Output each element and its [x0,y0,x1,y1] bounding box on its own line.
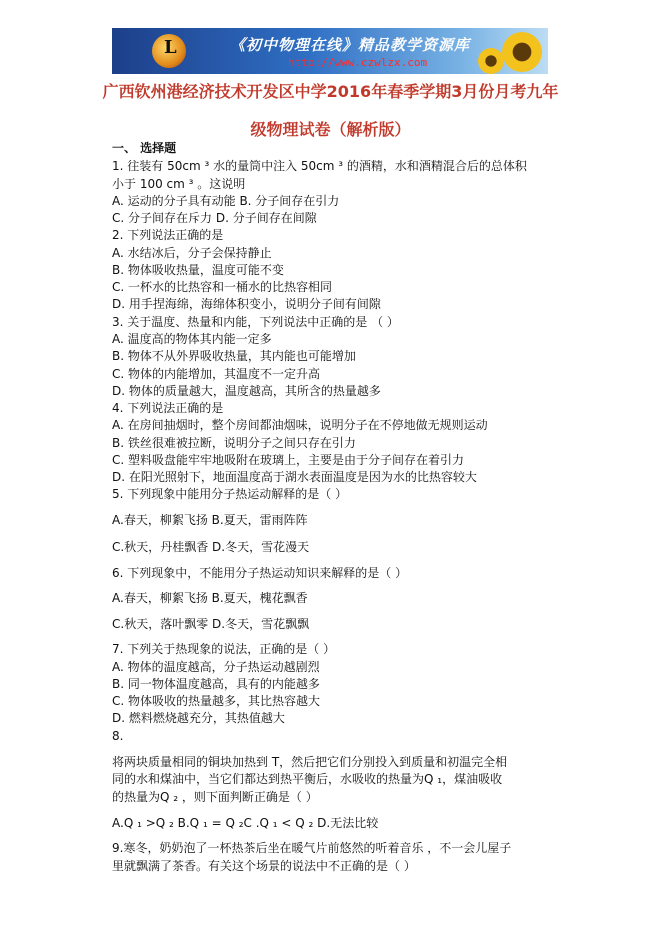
option-line: A. 运动的分子具有动能 B. 分子间存在引力 [112,194,340,208]
logo-mark: L [164,37,177,58]
question-line: 7. 下列关于热现象的说法，正确的是（ ） [112,642,336,656]
header-banner [112,28,548,74]
question-line: 5. 下列现象中能用分子热运动解释的是（ ） [112,487,348,501]
question-line: 2. 下列说法正确的是 [112,228,224,242]
question-line: 4. 下列说法正确的是 [112,401,224,415]
question-line: 同的水和煤油中，当它们都达到热平衡后，水吸收的热量为Q ₁，煤油吸收 [112,772,503,786]
option-line: A. 物体的温度越高，分子热运动越剧烈 [112,660,320,674]
question-line: 6. 下列现象中，不能用分子热运动知识来解释的是（ ） [112,566,408,580]
section-heading: 一、 选择题 [112,141,177,155]
option-line: C. 分子间存在斥力 D. 分子间存在间隙 [112,211,317,225]
option-line: A.Q ₁ >Q ₂ B.Q ₁ = Q ₂C .Q ₁ < Q ₂ D.无法比较 [112,816,379,830]
option-line: A. 在房间抽烟时，整个房间都油烟味，说明分子在不停地做无规则运动 [112,418,488,432]
option-line: D. 用手捏海绵，海绵体积变小，说明分子间有间隙 [112,297,381,311]
option-line: C. 一杯水的比热容和一桶水的比热容相同 [112,280,333,294]
option-line: A.春天，柳絮飞扬 B.夏天，雷雨阵阵 [112,513,308,527]
option-line: C. 物体的内能增加，其温度不一定升高 [112,367,321,381]
option-line: B. 同一物体温度越高，具有的内能越多 [112,677,320,691]
question-line: 的热量为Q ₂ ，则下面判断正确是（ ） [112,790,318,804]
question-line: 3. 关于温度、热量和内能，下列说法中正确的是 （ ） [112,315,399,329]
option-line: D. 燃料燃烧越充分，其热值越大 [112,711,285,725]
option-line: C. 物体吸收的热量越多，其比热容越大 [112,694,321,708]
option-line: C.秋天，丹桂飘香 D.冬天，雪花漫天 [112,540,310,554]
option-line: B. 物体不从外界吸收热量，其内能也可能增加 [112,349,356,363]
banner-title: 《初中物理在线》精品教学资源库 [230,36,471,54]
sunflower-icon [478,48,504,74]
question-line: 里就飘满了茶香。有关这个场景的说法中不正确的是（ ） [112,859,416,873]
option-line: B. 物体吸收热量，温度可能不变 [112,263,284,277]
question-line: 9.寒冬，奶奶泡了一杯热茶后坐在暖气片前悠然的听着音乐 ，不一会儿屋子 [112,841,512,855]
banner-url[interactable]: http://www.czwlzx.com [288,56,428,69]
option-line: D. 在阳光照射下，地面温度高于湖水表面温度是因为水的比热容较大 [112,470,477,484]
question-line: 将两块质量相同的铜块加热到 T，然后把它们分别投入到质量和初温完全相 [112,755,508,769]
option-line: C. 塑料吸盘能牢牢地吸附在玻璃上，主要是由于分子间存在着引力 [112,453,465,467]
question-line: 小于 100 cm ³ 。这说明 [112,177,246,191]
option-line: C.秋天，落叶飘零 D.冬天，雪花飘飘 [112,617,310,631]
question-line: 1. 往装有 50cm ³ 水的量筒中注入 50cm ³ 的酒精，水和酒精混合后的总体积 [112,159,527,173]
option-line: A. 水结冰后，分子会保持静止 [112,246,272,260]
question-line: 8. [112,729,124,743]
doc-title-line2: 级物理试卷（解析版） [250,120,411,139]
option-line: A.春天，柳絮飞扬 B.夏天，槐花飘香 [112,591,308,605]
option-line: A. 温度高的物体其内能一定多 [112,332,272,346]
doc-title-line1: 广西钦州港经济技术开发区中学2016年春季学期3月份月考九年 [102,82,559,101]
sunflower-icon [502,32,542,72]
option-line: B. 铁丝很难被拉断，说明分子之间只存在引力 [112,436,356,450]
option-line: D. 物体的质量越大，温度越高，其所含的热量越多 [112,384,381,398]
